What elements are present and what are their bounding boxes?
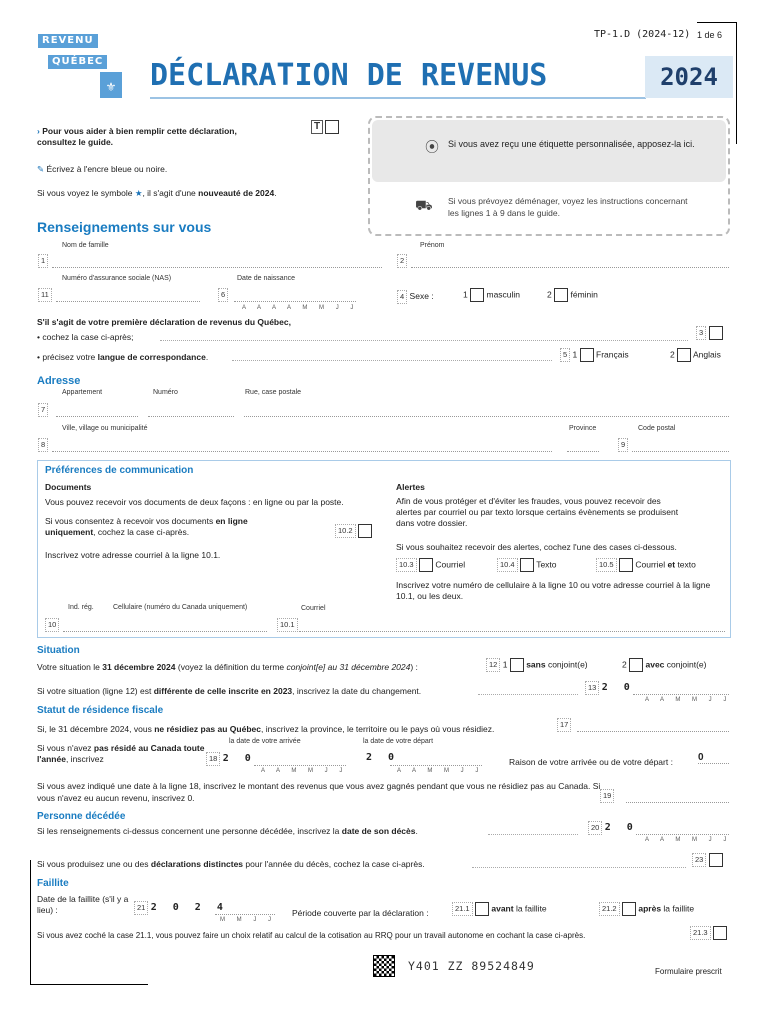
street-field[interactable] <box>244 403 729 417</box>
line-18: 18 2 0 <box>206 752 256 766</box>
family-name-field[interactable] <box>52 254 382 268</box>
documents-heading: Documents <box>45 482 92 492</box>
line-1: 1 <box>38 254 48 268</box>
truck-icon: ⛟ <box>415 197 433 213</box>
line-11: 11 <box>38 288 52 302</box>
leader-dots <box>488 834 578 835</box>
arrival-date-format: A A M M J J <box>261 768 348 774</box>
death-date-format: A A M M J J <box>645 837 732 843</box>
prescribed-form: Formulaire prescrit <box>655 967 722 976</box>
email-label: Courriel <box>301 605 326 612</box>
email-field[interactable] <box>299 618 725 632</box>
death-date-field[interactable] <box>636 821 729 835</box>
form-title: DÉCLARATION DE REVENUS <box>150 58 548 93</box>
section-situation: Situation <box>37 645 80 656</box>
deceased-text: Si les renseignements ci-dessus concernent une personne décédée, inscrivez la date de son décès. <box>37 826 418 836</box>
income-field[interactable] <box>626 789 729 803</box>
alert-text-checkbox[interactable] <box>520 558 534 572</box>
chevron-right-icon: › <box>37 126 40 136</box>
residence-field[interactable] <box>577 718 729 732</box>
line-12: 12 1 sans conjoint(e) <box>486 658 588 672</box>
documents-text: Vous pouvez recevoir vos documents de deux façons : en ligne ou par la poste. <box>45 497 344 507</box>
cell-note: Inscrivez votre numéro de cellulaire à la ligne 10 ou votre adresse courriel à la ligne 10.1, ou les deux. <box>396 580 711 601</box>
corner-mark <box>30 860 31 985</box>
section-personal-info: Renseignements sur vous <box>37 219 212 235</box>
alert-both-option: 10.5 Courriel et texto <box>596 558 696 572</box>
leader-dots <box>232 360 552 361</box>
period-label: Période couverte par la déclaration : <box>292 908 429 918</box>
change-date-field[interactable] <box>633 681 729 695</box>
corner-mark <box>697 22 737 23</box>
number-label: Numéro <box>153 389 178 396</box>
male-checkbox[interactable] <box>470 288 484 302</box>
section-residence: Statut de résidence fiscale <box>37 705 164 716</box>
new-symbol-note: Si vous voyez le symbole ★, il s'agit d'une nouveauté de 2024. <box>37 188 277 198</box>
arrival-label: la date de votre arrivée <box>229 738 301 745</box>
leader-dots <box>478 694 578 695</box>
bankruptcy-date-format: M M J J <box>220 917 276 923</box>
family-name-label: Nom de famille <box>62 242 109 249</box>
province-label: Province <box>569 425 597 432</box>
bankruptcy-date-label: Date de la faillite (s'il y a lieu) : <box>37 894 129 915</box>
departure-date-format: A A M M J J <box>397 768 484 774</box>
line-21: 21 2 0 2 4 <box>134 901 228 915</box>
logo-quebec: QUÉBEC <box>48 55 107 69</box>
logo-revenu: REVENU <box>38 34 98 48</box>
line-10: 10 <box>45 618 59 632</box>
alerts-heading: Alertes <box>396 482 425 492</box>
canada-question: Si vous n'avez pas résidé au Canada toute l'année, inscrivez <box>37 743 205 764</box>
line-10-2: 10.2 <box>335 524 372 538</box>
income-note: Si vous avez indiqué une date à la ligne 18, inscrivez le montant des revenus que vous avez gagnés pendant que vous ne résidiez pas au Canada. Si vous n'avez eu aucun revenu, inscrivez 0. <box>37 781 601 803</box>
rrq-checkbox[interactable] <box>713 926 727 940</box>
before-bankruptcy-checkbox[interactable] <box>475 902 489 916</box>
english-checkbox[interactable] <box>677 348 691 362</box>
sex-female-option: 2 féminin <box>547 288 598 302</box>
departure-prefix: 2 0 <box>366 752 400 763</box>
number-field[interactable] <box>148 403 234 417</box>
cell-label: Cellulaire (numéro du Canada uniquement) <box>113 604 248 611</box>
corner-mark <box>30 984 148 985</box>
line-23: 23 <box>692 853 723 867</box>
first-declaration-checkbox[interactable] <box>709 326 723 340</box>
t-indicator: T <box>311 120 339 134</box>
departure-date-field[interactable] <box>390 752 482 766</box>
alert-both-checkbox[interactable] <box>619 558 633 572</box>
apartment-field[interactable] <box>56 403 138 417</box>
sex-male-option: 1 masculin <box>463 288 520 302</box>
section-bankruptcy: Faillite <box>37 878 69 889</box>
distinct-returns-checkbox[interactable] <box>709 853 723 867</box>
line-21-1: 21.1 avant la faillite <box>452 902 547 916</box>
page-number: 1 de 6 <box>697 30 723 40</box>
line-9: 9 <box>618 438 628 452</box>
title-underline <box>150 97 646 99</box>
language-text: • précisez votre langue de correspondance. <box>37 352 209 362</box>
line-2: 2 <box>397 254 407 268</box>
guide-note: › Pour vous aider à bien remplir cette déclaration, consultez le guide. <box>37 126 237 147</box>
cell-field[interactable] <box>63 618 267 632</box>
alerts-text: Afin de vous protéger et d'éviter les fraudes, vous pouvez recevoir des alertes par courriel ou par texto lorsque certains évènements se produisent dans votre dossier. <box>396 496 679 528</box>
english-option: 2 Anglais <box>670 348 721 362</box>
distinct-text: Si vous produisez une ou des déclarations distinctes pour l'année du décès, cochez la case ci-après. <box>37 859 425 869</box>
line-8: 8 <box>38 438 48 452</box>
dob-format: A A A A M M J J <box>242 305 359 311</box>
leader-dots <box>472 867 686 868</box>
reason-field[interactable]: 0 <box>698 752 729 764</box>
female-checkbox[interactable] <box>554 288 568 302</box>
section-communication: Préférences de communication <box>45 465 194 476</box>
sin-field[interactable] <box>56 288 200 302</box>
postal-code-field[interactable] <box>632 438 729 452</box>
fleur-de-lis-icon: ⚜ <box>100 72 122 98</box>
departure-label: la date de votre départ <box>363 738 434 745</box>
french-checkbox[interactable] <box>580 348 594 362</box>
postal-label: Code postal <box>638 425 676 432</box>
first-declaration-text: S'il s'agit de votre première déclaration de revenus du Québec, <box>37 317 291 327</box>
label-instructions: Si vous avez reçu une étiquette personnalisée, apposez-la ici. <box>448 139 695 149</box>
with-spouse-option: 2 avec conjoint(e) <box>622 658 706 672</box>
line-5: 5 1 Français <box>560 348 629 362</box>
first-name-label: Prénom <box>420 242 445 249</box>
section-deceased: Personne décédée <box>37 811 126 822</box>
with-spouse-checkbox[interactable] <box>629 658 643 672</box>
residence-question: Si, le 31 décembre 2024, vous ne résidiez pas au Québec, inscrivez la province, le territoire ou le pays où vous résidiez. <box>37 724 495 734</box>
sex-row: 4 Sexe : <box>397 290 434 304</box>
situation-change: Si votre situation (ligne 12) est différente de celle inscrite en 2023, inscrivez la date du changement. <box>37 686 422 696</box>
line-20: 20 2 0 <box>588 821 638 835</box>
star-icon: ★ <box>134 188 143 198</box>
street-label: Rue, case postale <box>245 389 302 396</box>
apartment-label: Appartement <box>62 389 103 396</box>
location-pin-icon: ⦿ <box>425 139 439 155</box>
line-3: 3 <box>696 326 723 340</box>
first-declaration-tick: • cochez la case ci-après; <box>37 332 134 342</box>
city-label: Ville, village ou municipalité <box>62 425 148 432</box>
consent-text: Si vous consentez à recevoir vos documents en ligne uniquement, cochez la case ci-après. <box>45 516 248 537</box>
alerts-choose: Si vous souhaitez recevoir des alertes, cochez l'une des cases ci-dessous. <box>396 542 677 552</box>
pen-icon: ✎ <box>37 164 45 174</box>
dob-label: Date de naissance <box>237 275 295 282</box>
alert-text-option: 10.4 Texto <box>497 558 557 572</box>
first-name-field[interactable] <box>411 254 729 268</box>
rrq-note: Si vous avez coché la case 21.1, vous pouvez faire un choix relatif au calcul de la cotisation au RRQ pour un travail autonome en cochant la case ci-après. <box>37 931 586 940</box>
line-21-3: 21.3 <box>690 926 727 940</box>
without-spouse-checkbox[interactable] <box>510 658 524 672</box>
ink-note: ✎ Écrivez à l'encre bleue ou noire. <box>37 164 168 174</box>
sin-label: Numéro d'assurance sociale (NAS) <box>62 275 172 282</box>
line-17: 17 <box>557 718 571 732</box>
dob-field[interactable] <box>234 288 356 302</box>
change-date-format: A A M M J J <box>645 697 732 703</box>
city-field[interactable] <box>52 438 552 452</box>
alert-email-checkbox[interactable] <box>419 558 433 572</box>
reason-label: Raison de votre arrivée ou de votre départ : <box>509 757 673 767</box>
barcode-icon <box>373 955 395 977</box>
situation-question: Votre situation le 31 décembre 2024 (voyez la définition du terme conjoint[e] au 31 décembre 2024) : <box>37 662 418 672</box>
after-bankruptcy-checkbox[interactable] <box>622 902 636 916</box>
form-barcode-code: Y401 ZZ 89524849 <box>408 959 535 973</box>
moving-note: Si vous prévoyez déménager, voyez les instructions concernant les lignes 1 à 9 dans le guide. <box>448 196 688 218</box>
line-21-2: 21.2 après la faillite <box>599 902 694 916</box>
alert-email-option: 10.3 Courriel <box>396 558 465 572</box>
t-checkbox[interactable] <box>325 120 339 134</box>
email-line-note: Inscrivez votre adresse courriel à la ligne 10.1. <box>45 550 221 560</box>
section-address: Adresse <box>37 375 81 387</box>
line-6: 6 <box>218 288 228 302</box>
form-code: TP-1.D (2024-12) <box>594 29 691 40</box>
leader-dots <box>160 340 688 341</box>
line-10-1: 10.1 <box>277 618 298 632</box>
tax-year: 2024 <box>645 56 733 98</box>
arrival-date-field[interactable] <box>254 752 346 766</box>
bankruptcy-date-field[interactable] <box>215 901 275 915</box>
line-7: 7 <box>38 403 48 417</box>
line-19: 19 <box>600 789 614 803</box>
province-field[interactable] <box>567 438 599 452</box>
area-code-label: Ind. rég. <box>68 604 94 611</box>
online-only-checkbox[interactable] <box>358 524 372 538</box>
line-13: 13 2 0 <box>585 681 635 695</box>
corner-mark <box>736 22 737 144</box>
